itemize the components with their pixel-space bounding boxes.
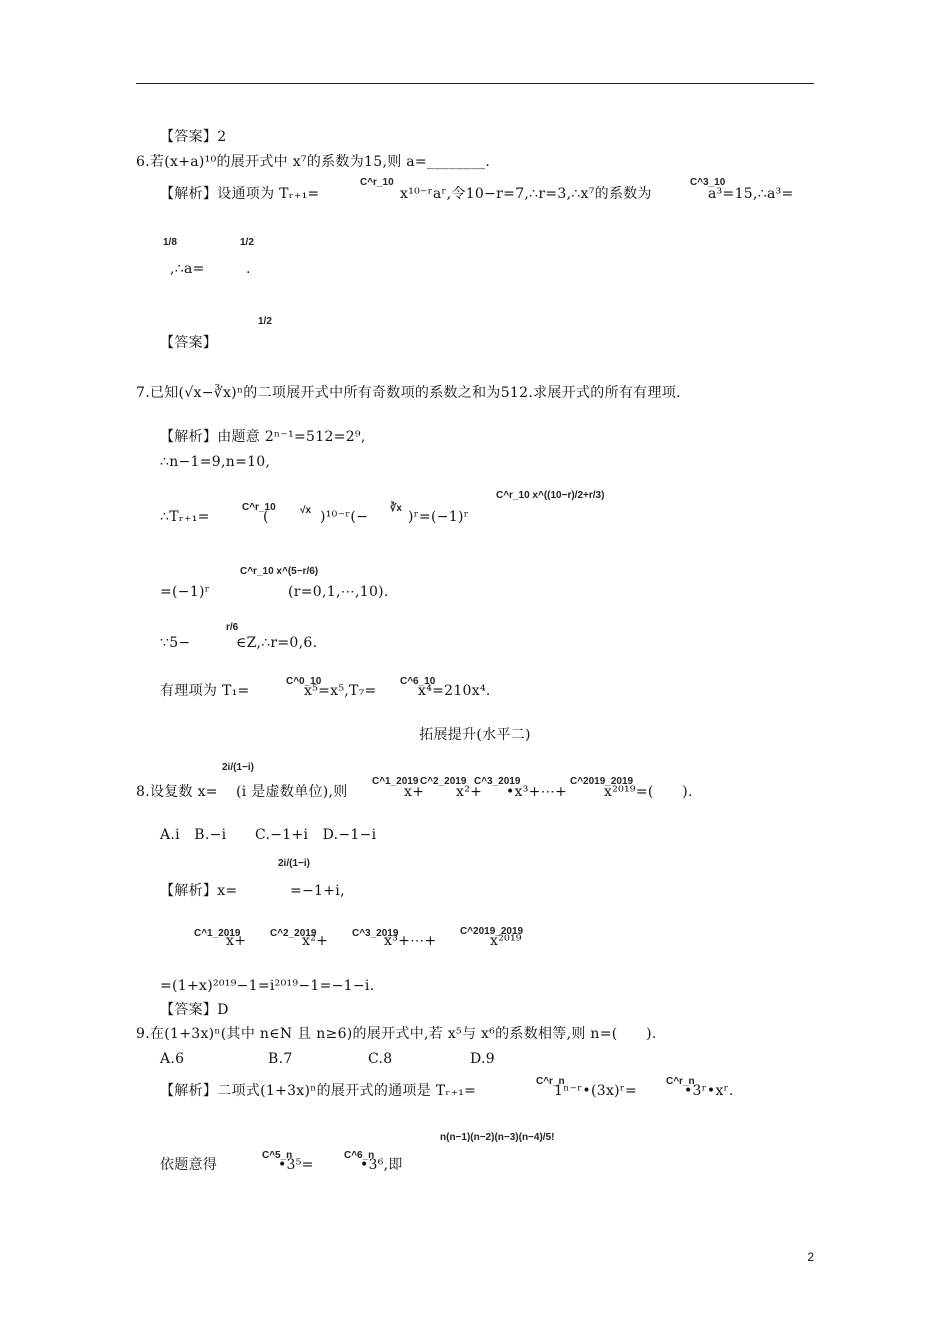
formula-c: C^r_10 [242,502,276,513]
solution-8-a: 【解析】x= [160,883,238,899]
solution-7-d1: (r=0,1,⋯,10). [288,584,389,600]
problem-7: 7.已知(√x−∛x)ⁿ的二项展开式中所有奇数项的系数之和为512.求展开式的所有有理项. [136,385,681,401]
solution-7-d: =(−1)ʳ [160,584,210,600]
formula-c: C^0_10 [286,676,322,687]
solution-9-d: 依题意得 [160,1157,218,1173]
solution-6-e: . [246,261,251,277]
formula-frac: 1/2 [258,316,272,327]
formula-c: C^2_2019 [270,928,317,939]
problem-8: 8.设复数 x= [136,784,218,800]
problem-8-b: (i 是虚数单位),则 [236,784,348,800]
formula-root: √x [300,505,312,516]
answer-line: 【答案】 [160,335,218,351]
solution-9-a: 【解析】二项式(1+3x)ⁿ的展开式的通项是 Tᵣ₊₁= [160,1083,477,1099]
problem-8-e: •x³+⋯+ [506,784,568,800]
problem-8-d: x²+ [456,784,483,800]
formula-c: C^r_10 [360,177,394,188]
section-heading: 拓展提升(水平二) [419,727,531,743]
formula-c: C^1_2019 [372,776,419,787]
formula-frac: 2i/(1−i) [222,762,254,773]
solution-8-g: =(1+x)²⁰¹⁹−1=i²⁰¹⁹−1=−1−i. [160,978,375,994]
solution-7-f1: x⁵=x⁵,T₇= [304,683,377,699]
solution-7-c1: ( [263,509,269,525]
problem-8-c: x+ [404,784,425,800]
solution-7-a: 【解析】由题意 2ⁿ⁻¹=512=2⁹, [160,429,366,445]
formula-c: C^2019_2019 [460,926,524,937]
formula-c: C^1_2019 [194,928,241,939]
solution-9-c: •3ʳ•xʳ. [684,1083,734,1099]
page-number: 2 [807,1250,814,1264]
formula-frac: n(n−1)(n−2)(n−3)(n−4)/5! [440,1132,555,1143]
choices-8: A.i B.−i C.−1+i D.−1−i [160,827,377,843]
solution-7-e1: ∈Z,∴r=0,6. [236,635,318,651]
formula-frac: 1/8 [163,237,177,248]
solution-6-b: x¹⁰⁻ʳaʳ,令10−r=7,∴r=3,∴x⁷的系数为 [400,186,652,202]
formula-c: C^r_n [536,1076,565,1087]
solution-9-e: •3⁵= [278,1157,314,1173]
formula-frac: 2i/(1−i) [278,858,310,869]
solution-7-f: 有理项为 T₁= [160,683,250,699]
solution-7-b: ∴n−1=9,n=10, [160,454,271,470]
problem-9: 9.在(1+3x)ⁿ(其中 n∈N 且 n≥6)的展开式中,若 x⁵与 x⁶的系数相等,则 n=( ). [136,1026,657,1042]
solution-8-b: =−1+i, [290,883,345,899]
choice-a: A.6 [160,1051,185,1067]
formula-c: C^6_n [344,1150,375,1161]
formula-c: C^2_2019 [420,776,467,787]
answer-line: 【答案】D [160,1002,229,1018]
formula-frac: r/6 [226,622,239,633]
solution-8-c: x+ [226,933,247,949]
solution-7-c2: )¹⁰⁻ʳ(− [320,509,369,525]
formula-c: C^r_n [666,1076,695,1087]
solution-6-a: 【解析】设通项为 Tᵣ₊₁= [160,186,320,202]
solution-9-b: 1ⁿ⁻ʳ•(3x)ʳ= [554,1083,638,1099]
solution-7-f2: x⁴=210x⁴. [418,683,491,699]
problem-6: 6.若(x+a)¹⁰的展开式中 x⁷的系数为15,则 a=________. [136,154,491,170]
formula-c: C^5_n [262,1150,293,1161]
formula-c: C^6_10 [400,676,436,687]
formula-c: C^r_10 x^((10−r)/2+r/3) [496,490,605,501]
choice-c: C.8 [368,1051,393,1067]
choice-b: B.7 [268,1051,293,1067]
formula-c: C^2019_2019 [570,776,634,787]
solution-7-e: ∵5− [160,635,191,651]
formula-frac: 1/2 [240,237,254,248]
solution-8-d: x²+ [302,933,329,949]
formula-c: C^3_2019 [474,776,521,787]
solution-9-f: •3⁶,即 [360,1157,403,1173]
answer-line: 【答案】2 [160,129,227,145]
formula-c: C^r_10 x^(5−r/6) [240,566,319,577]
formula-c: C^3_10 [690,177,726,188]
choice-d: D.9 [470,1051,495,1067]
solution-7-c3: )ʳ=(−1)ʳ [408,509,469,525]
formula-c: C^3_2019 [352,928,399,939]
solution-8-f: x²⁰¹⁹ [490,933,522,949]
solution-8-e: x³+⋯+ [384,933,437,949]
solution-6-d: ,∴a= [170,261,205,277]
solution-6-c: a³=15,∴a³= [708,186,794,202]
solution-7-c: ∴Tᵣ₊₁= [160,509,210,525]
problem-8-f: x²⁰¹⁹=( ). [604,784,693,800]
header-rule [136,83,814,84]
formula-root: ∛x [390,503,402,514]
